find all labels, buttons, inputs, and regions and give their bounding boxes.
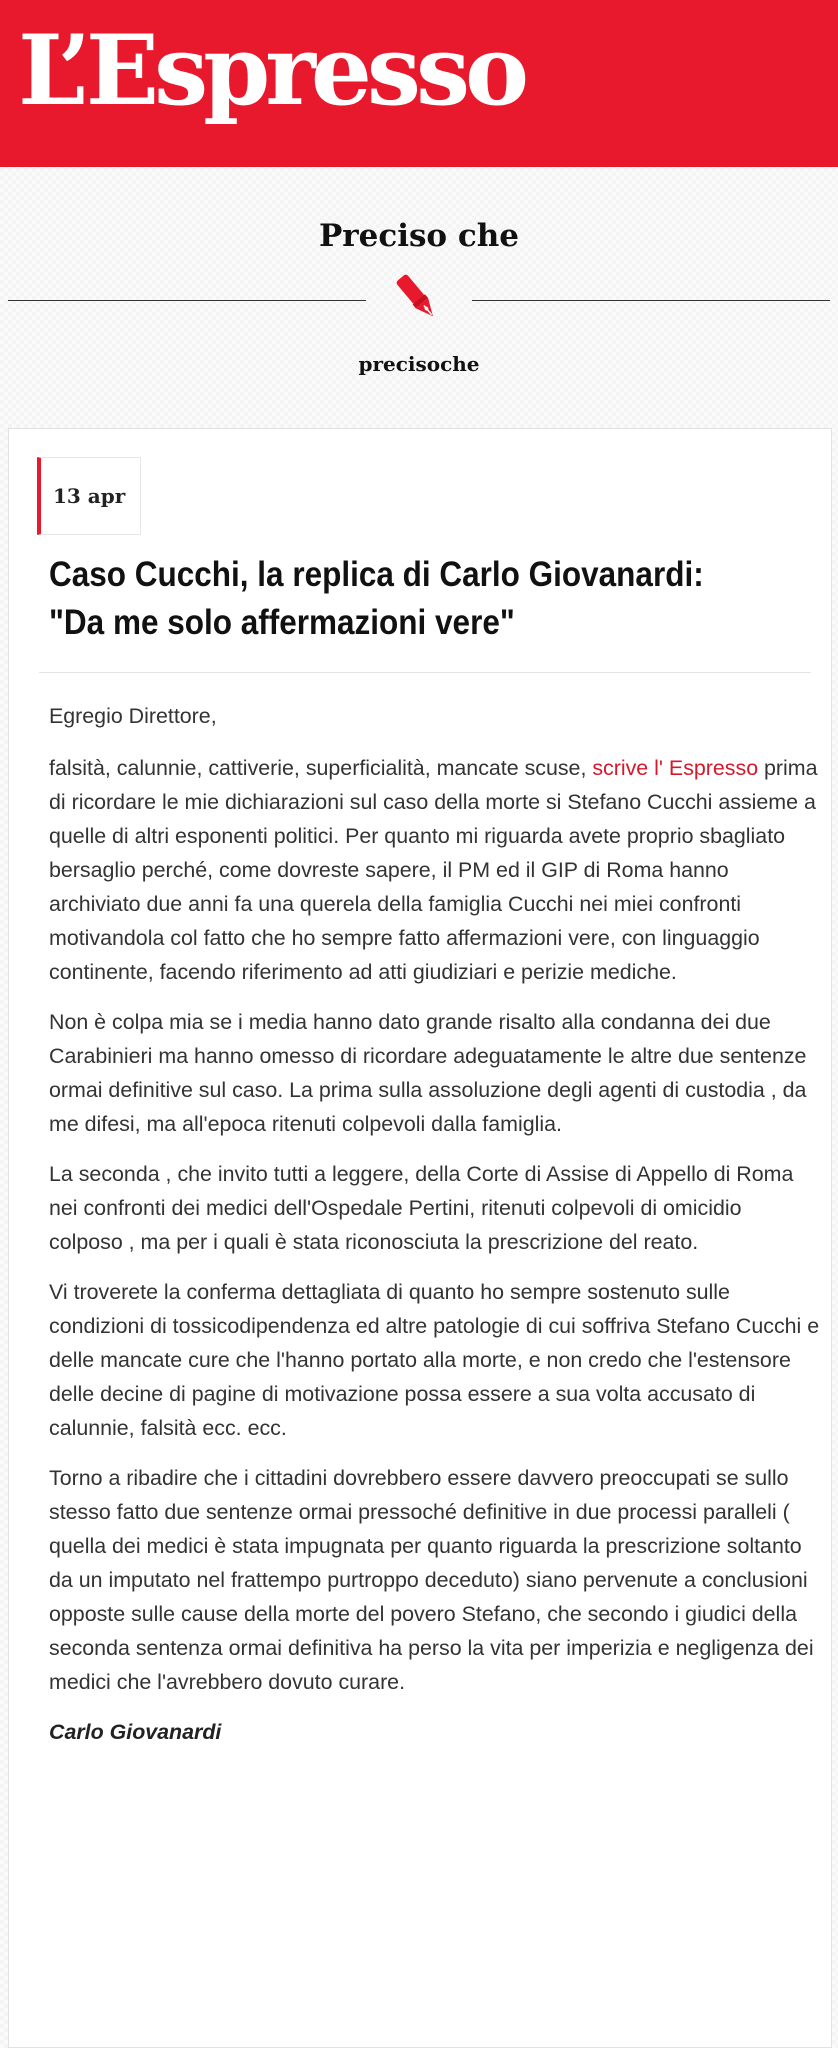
paragraph-1-text: falsità, calunnie, cattiverie, superficialità, mancate scuse, — [49, 756, 593, 780]
greeting: Egregio Direttore, — [49, 704, 217, 728]
divider-right — [472, 300, 830, 301]
headline-line-2: "Da me solo affermazioni vere" — [49, 603, 515, 642]
paragraph-5: Torno a ribadire che i cittadini dovrebbero essere davvero preoccupati se sullo stesso fatto due sentenze ormai pressoché definitive in due processi paralleli ( quella dei medici è stata impugnata per quanto riguarda la prescrizione soltanto da un imputato nel frattempo purtroppo deceduto) siano pervenute a conclusioni opposte sulle cause della morte del povero Stefano, che secondo i giudici della seconda sentenza ormai definitiva ha perso la vita per imperizia e negligenza dei medici che l'avrebbero dovuto curare. — [49, 1466, 814, 1694]
signature: Carlo Giovanardi — [49, 1720, 222, 1744]
article-body — [49, 699, 821, 1765]
date-badge: 13 apr — [37, 457, 141, 535]
article-card — [8, 428, 832, 2048]
headline-divider — [39, 672, 811, 673]
paragraph-3: La seconda , che invito tutti a leggere, della Corte di Assise di Appello di Roma nei confronti dei medici dell'Ospedale Pertini, ritenuti colpevoli di omicidio colposo , ma per i quali è stata riconosciuta la prescrizione del reato. — [49, 1162, 794, 1254]
blog-title[interactable]: Preciso che — [318, 218, 520, 254]
site-header — [0, 0, 838, 167]
espresso-logo[interactable]: L’Espresso — [18, 14, 525, 127]
espresso-article-link[interactable]: scrive l' Espresso — [592, 756, 759, 780]
divider-left — [8, 300, 366, 301]
paragraph-2: Non è colpa mia se i media hanno dato grande risalto alla condanna dei due Carabinieri ma hanno omesso di ricordare adeguatamente le altre due sentenze ormai definitive sul caso. La prima sulla assoluzione degli agenti di custodia , da me difesi, ma all'epoca ritenuti colpevoli dalla famiglia. — [49, 1010, 807, 1136]
headline-line-1: Caso Cucchi, la replica di Carlo Giovanardi: — [49, 555, 704, 594]
fountain-pen-icon — [390, 270, 446, 330]
article-headline — [49, 551, 814, 647]
author-handle[interactable]: precisoche — [358, 352, 480, 376]
paragraph-1 — [49, 751, 821, 989]
paragraph-4: Vi troverete la conferma dettagliata di quanto ho sempre sostenuto sulle condizioni di tossicodipendenza ed altre patologie di cui soffriva Stefano Cucchi e delle mancate cure che l'hanno portato alla morte, e non credo che l'estensore delle decine di pagine di motivazione possa essere a sua volta accusato di calunnie, falsità ecc. ecc. — [49, 1280, 820, 1440]
paragraph-1-text-cont: prima di ricordare le mie dichiarazioni sul caso della morte si Stefano Cucchi assieme a quelle di altri esponenti politici. Per quanto mi riguarda avete proprio sbagliato bersaglio perché, come dovreste sapere, il PM ed il GIP di Roma hanno archiviato due anni fa una querela della famiglia Cucchi nei miei confronti motivandola col fatto che ho sempre fatto affermazioni vere, con linguaggio continente, facendo riferimento ad atti giudiziari e perizie mediche. — [49, 756, 818, 984]
